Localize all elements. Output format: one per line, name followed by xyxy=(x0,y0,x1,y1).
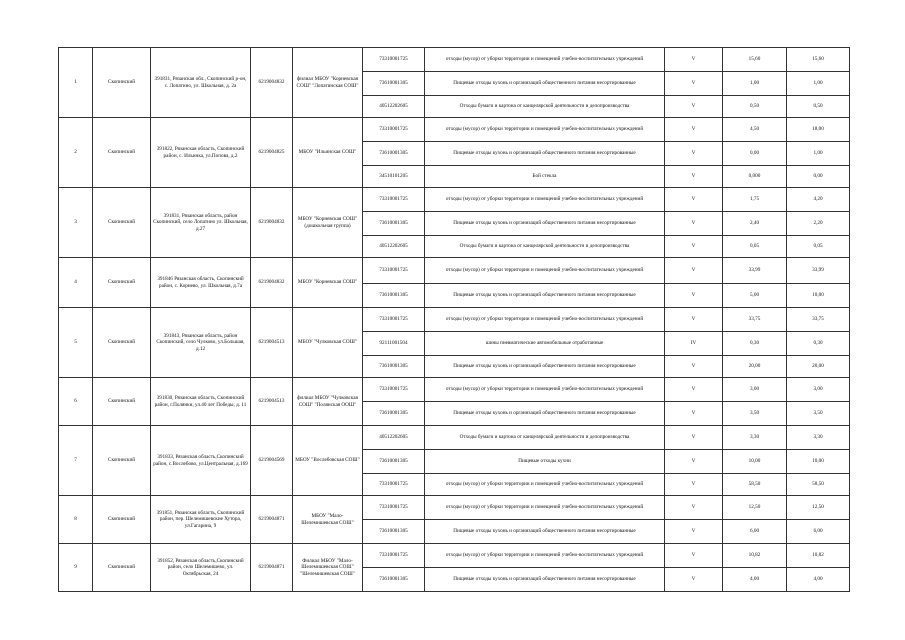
quantity-b-cell: 6,00 xyxy=(787,520,850,544)
quantity-a-cell: 33,75 xyxy=(723,308,787,332)
quantity-a-cell: 3,00 xyxy=(723,378,787,402)
quantity-a-cell: 33,99 xyxy=(723,258,787,284)
hazard-class-cell: V xyxy=(665,118,723,142)
waste-name-cell: Пищевые отходы кухонь и организаций общественного питания несортированные xyxy=(425,284,665,308)
organization-cell: филиал МБОУ "Чулковская СОШ" "Полянская ООШ" xyxy=(293,378,363,426)
waste-name-cell: отходы (мусор) от уборки территории и помещений учебно-воспитательных учреждений xyxy=(425,496,665,520)
waste-code-cell: 73310001725 xyxy=(363,308,425,332)
hazard-class-cell: V xyxy=(665,188,723,212)
organization-cell: МБОУ "Чулковская СОШ" xyxy=(293,308,363,378)
hazard-class-cell: V xyxy=(665,356,723,378)
quantity-a-cell: 3,50 xyxy=(723,402,787,426)
district-cell: Скопинский xyxy=(93,118,151,188)
table-row xyxy=(59,118,850,142)
hazard-class-cell: V xyxy=(665,474,723,496)
quantity-b-cell: 33,75 xyxy=(787,308,850,332)
quantity-a-cell: 10,82 xyxy=(723,544,787,568)
hazard-class-cell: V xyxy=(665,544,723,568)
row-number: 7 xyxy=(59,426,93,496)
inn-cell: 6219004871 xyxy=(251,544,293,592)
quantity-a-cell: 5,00 xyxy=(723,284,787,308)
hazard-class-cell: V xyxy=(665,142,723,166)
row-number: 2 xyxy=(59,118,93,188)
district-cell: Скопинский xyxy=(93,308,151,378)
waste-code-cell: 73610001305 xyxy=(363,212,425,236)
waste-name-cell: отходы (мусор) от уборки территории и помещений учебно-воспитательных учреждений xyxy=(425,258,665,284)
address-cell: 391846 Рязанская область, Скопинский район, с. Корнево, ул. Школьная, д.7а xyxy=(151,258,251,308)
organization-cell: МБОУ "Мало-Шелемишевская СОШ" xyxy=(293,496,363,544)
waste-name-cell: отходы (мусор) от уборки территории и помещений учебно-воспитательных учреждений xyxy=(425,188,665,212)
quantity-b-cell: 33,99 xyxy=(787,258,850,284)
table-row xyxy=(59,188,850,212)
waste-code-cell: 73310001725 xyxy=(363,188,425,212)
waste-code-cell: 73310001725 xyxy=(363,118,425,142)
quantity-a-cell: 3,30 xyxy=(723,426,787,450)
waste-name-cell: Пищевые отходы кухонь и организаций общественного питания несортированные xyxy=(425,212,665,236)
inn-cell: 6219004832 xyxy=(251,188,293,258)
quantity-a-cell: 10,00 xyxy=(723,450,787,474)
district-cell: Скопинский xyxy=(93,258,151,308)
waste-name-cell: отходы (мусор) от уборки территории и помещений учебно-воспитательных учреждений xyxy=(425,378,665,402)
waste-code-cell: 73610001305 xyxy=(363,450,425,474)
waste-name-cell: Пищевые отходы кухонь и организаций общественного питания несортированные xyxy=(425,402,665,426)
district-cell: Скопинский xyxy=(93,48,151,118)
waste-code-cell: 73610001305 xyxy=(363,520,425,544)
hazard-class-cell: IV xyxy=(665,332,723,356)
address-cell: 391852, Рязанская область,Скопинский район, село Шелемишево, ул. Октябрьская, 24 xyxy=(151,544,251,592)
waste-code-cell: 73310001725 xyxy=(363,496,425,520)
organization-cell: Филиал МБОУ "Мало-Шелемишевская СОШ" "Шелемишевская СОШ" xyxy=(293,544,363,592)
quantity-b-cell: 20,00 xyxy=(787,356,850,378)
address-cell: 391830, Рязанская область, Скопинский район, г.Полянки, ул.40 лет Победы, д. 11 xyxy=(151,378,251,426)
waste-name-cell: Отходы бумаги и картона от канцелярской деятельности и делопроизводства xyxy=(425,96,665,118)
waste-code-cell: 34510101205 xyxy=(363,166,425,188)
organization-cell: МБОУ "Вослебовская СОШ" xyxy=(293,426,363,496)
inn-cell: 6219004513 xyxy=(251,378,293,426)
row-number: 1 xyxy=(59,48,93,118)
hazard-class-cell: V xyxy=(665,378,723,402)
waste-name-cell: Пищевые отходы кухонь и организаций общественного питания несортированные xyxy=(425,356,665,378)
quantity-a-cell: 4,50 xyxy=(723,118,787,142)
table-row xyxy=(59,258,850,284)
waste-code-cell: 73310001725 xyxy=(363,544,425,568)
table-row xyxy=(59,544,850,568)
hazard-class-cell: V xyxy=(665,284,723,308)
quantity-b-cell: 4,20 xyxy=(787,188,850,212)
waste-code-cell: 40512202605 xyxy=(363,96,425,118)
quantity-a-cell: 4,00 xyxy=(723,568,787,592)
table-row xyxy=(59,378,850,402)
waste-code-cell: 73310001725 xyxy=(363,48,425,72)
inn-cell: 6219004832 xyxy=(251,258,293,308)
quantity-b-cell: 18,00 xyxy=(787,118,850,142)
document-sheet xyxy=(58,47,849,587)
quantity-b-cell: 0,05 xyxy=(787,236,850,258)
hazard-class-cell: V xyxy=(665,520,723,544)
district-cell: Скопинский xyxy=(93,496,151,544)
quantity-b-cell: 4,00 xyxy=(787,568,850,592)
quantity-b-cell: 10,00 xyxy=(787,450,850,474)
inn-cell: 6219004513 xyxy=(251,308,293,378)
waste-table xyxy=(58,47,850,592)
organization-cell: МБОУ "Ильинская СОШ" xyxy=(293,118,363,188)
quantity-b-cell: 0,00 xyxy=(787,166,850,188)
waste-code-cell: 73310001725 xyxy=(363,258,425,284)
address-cell: 391831, Рязанская область, район Скопинский, село Лопатино ул. Школьная, д.27 xyxy=(151,188,251,258)
address-cell: 391831, Рязанская обл., Скопинский р-он, с. Лопатино, ул. Школьная, д. 2а xyxy=(151,48,251,118)
waste-code-cell: 73610001305 xyxy=(363,142,425,166)
hazard-class-cell: V xyxy=(665,166,723,188)
row-number: 5 xyxy=(59,308,93,378)
quantity-a-cell: 12,50 xyxy=(723,496,787,520)
hazard-class-cell: V xyxy=(665,402,723,426)
quantity-b-cell: 3,30 xyxy=(787,426,850,450)
hazard-class-cell: V xyxy=(665,96,723,118)
waste-code-cell: 92111001504 xyxy=(363,332,425,356)
waste-name-cell: Пищевые отходы кухонь и организаций общественного питания несортированные xyxy=(425,568,665,592)
waste-code-cell: 73610001305 xyxy=(363,568,425,592)
hazard-class-cell: V xyxy=(665,450,723,474)
quantity-b-cell: 12,50 xyxy=(787,496,850,520)
hazard-class-cell: V xyxy=(665,308,723,332)
row-number: 9 xyxy=(59,544,93,592)
waste-name-cell: Пищевые отходы кухонь и организаций общественного питания несортированные xyxy=(425,520,665,544)
hazard-class-cell: V xyxy=(665,496,723,520)
quantity-a-cell: 0,30 xyxy=(723,332,787,356)
quantity-a-cell: 6,00 xyxy=(723,520,787,544)
waste-code-cell: 40512202605 xyxy=(363,236,425,258)
table-row xyxy=(59,426,850,450)
quantity-a-cell: 1,75 xyxy=(723,188,787,212)
inn-cell: 6219004569 xyxy=(251,426,293,496)
waste-name-cell: отходы (мусор) от уборки территории и помещений учебно-воспитательных учреждений xyxy=(425,118,665,142)
waste-name-cell: Пищевые отходы кухни xyxy=(425,450,665,474)
quantity-a-cell: 20,00 xyxy=(723,356,787,378)
quantity-b-cell: 10,00 xyxy=(787,284,850,308)
address-cell: 391833, Рязанская область,Скопинский район, с.Вослебово, ул.Центральная, д.169 xyxy=(151,426,251,496)
table-row xyxy=(59,48,850,72)
waste-name-cell: шины пневматические автомобильные отработанные xyxy=(425,332,665,356)
quantity-a-cell: 1,00 xyxy=(723,72,787,96)
waste-code-cell: 73610001305 xyxy=(363,72,425,96)
quantity-b-cell: 2,20 xyxy=(787,212,850,236)
quantity-b-cell: 1,00 xyxy=(787,142,850,166)
organization-cell: МБОУ "Корневская СОШ" (дошкольная группа) xyxy=(293,188,363,258)
hazard-class-cell: V xyxy=(665,236,723,258)
waste-name-cell: отходы (мусор) от уборки территории и помещений учебно-воспитательных учреждений xyxy=(425,48,665,72)
table-row xyxy=(59,308,850,332)
quantity-b-cell: 3,50 xyxy=(787,402,850,426)
hazard-class-cell: V xyxy=(665,568,723,592)
organization-cell: филиал МБОУ "Корневская СОШ" "Лопатинская СОШ" xyxy=(293,48,363,118)
row-number: 4 xyxy=(59,258,93,308)
waste-code-cell: 40512202605 xyxy=(363,426,425,450)
quantity-b-cell: 0,30 xyxy=(787,332,850,356)
waste-code-cell: 73610001305 xyxy=(363,356,425,378)
row-number: 3 xyxy=(59,188,93,258)
waste-name-cell: Отходы бумаги и картона от канцелярской деятельности и делопроизводства xyxy=(425,426,665,450)
quantity-b-cell: 0,50 xyxy=(787,96,850,118)
quantity-a-cell: 0,50 xyxy=(723,96,787,118)
waste-name-cell: отходы (мусор) от уборки территории и помещений учебно-воспитательных учреждений xyxy=(425,308,665,332)
inn-cell: 6219004832 xyxy=(251,48,293,118)
hazard-class-cell: V xyxy=(665,72,723,96)
hazard-class-cell: V xyxy=(665,212,723,236)
quantity-b-cell: 10,82 xyxy=(787,544,850,568)
waste-name-cell: Пищевые отходы кухонь и организаций общественного питания несортированные xyxy=(425,72,665,96)
table-row xyxy=(59,496,850,520)
address-cell: 391843, Рязанская область, район Скопинский, село Чулково, ул.Большая, д.12 xyxy=(151,308,251,378)
quantity-b-cell: 15,60 xyxy=(787,48,850,72)
address-cell: 391822, Рязанская область, Скопинский район, с. Ильинка, ул.Попова, д.2 xyxy=(151,118,251,188)
waste-name-cell: Бой стекла xyxy=(425,166,665,188)
hazard-class-cell: V xyxy=(665,258,723,284)
quantity-b-cell: 3,00 xyxy=(787,378,850,402)
waste-code-cell: 73310001725 xyxy=(363,474,425,496)
quantity-a-cell: 0,05 xyxy=(723,236,787,258)
waste-code-cell: 73610001305 xyxy=(363,284,425,308)
waste-code-cell: 73310001725 xyxy=(363,378,425,402)
hazard-class-cell: V xyxy=(665,48,723,72)
quantity-a-cell: 15,60 xyxy=(723,48,787,72)
waste-name-cell: отходы (мусор) от уборки территории и помещений учебно-воспитательных учреждений xyxy=(425,474,665,496)
row-number: 6 xyxy=(59,378,93,426)
address-cell: 391851, Рязанская область, Скопинский район, пер. Шелемишевские Хутора, ул.Гагарина, 9 xyxy=(151,496,251,544)
inn-cell: 6219004825 xyxy=(251,118,293,188)
hazard-class-cell: V xyxy=(665,426,723,450)
row-number: 8 xyxy=(59,496,93,544)
district-cell: Скопинский xyxy=(93,544,151,592)
waste-name-cell: Отходы бумаги и картона от канцелярской деятельности и делопроизводства xyxy=(425,236,665,258)
quantity-b-cell: 58,50 xyxy=(787,474,850,496)
organization-cell: МБОУ "Корневская СОШ" xyxy=(293,258,363,308)
waste-name-cell: отходы (мусор) от уборки территории и помещений учебно-воспитательных учреждений xyxy=(425,544,665,568)
waste-name-cell: Пищевые отходы кухонь и организаций общественного питания несортированные xyxy=(425,142,665,166)
district-cell: Скопинский xyxy=(93,378,151,426)
quantity-a-cell: 2,40 xyxy=(723,212,787,236)
district-cell: Скопинский xyxy=(93,188,151,258)
quantity-a-cell: 58,50 xyxy=(723,474,787,496)
table-body xyxy=(59,48,850,592)
quantity-b-cell: 1,00 xyxy=(787,72,850,96)
waste-code-cell: 73610001305 xyxy=(363,402,425,426)
district-cell: Скопинский xyxy=(93,426,151,496)
quantity-a-cell: 0,000 xyxy=(723,166,787,188)
quantity-a-cell: 0,00 xyxy=(723,142,787,166)
inn-cell: 6219004871 xyxy=(251,496,293,544)
